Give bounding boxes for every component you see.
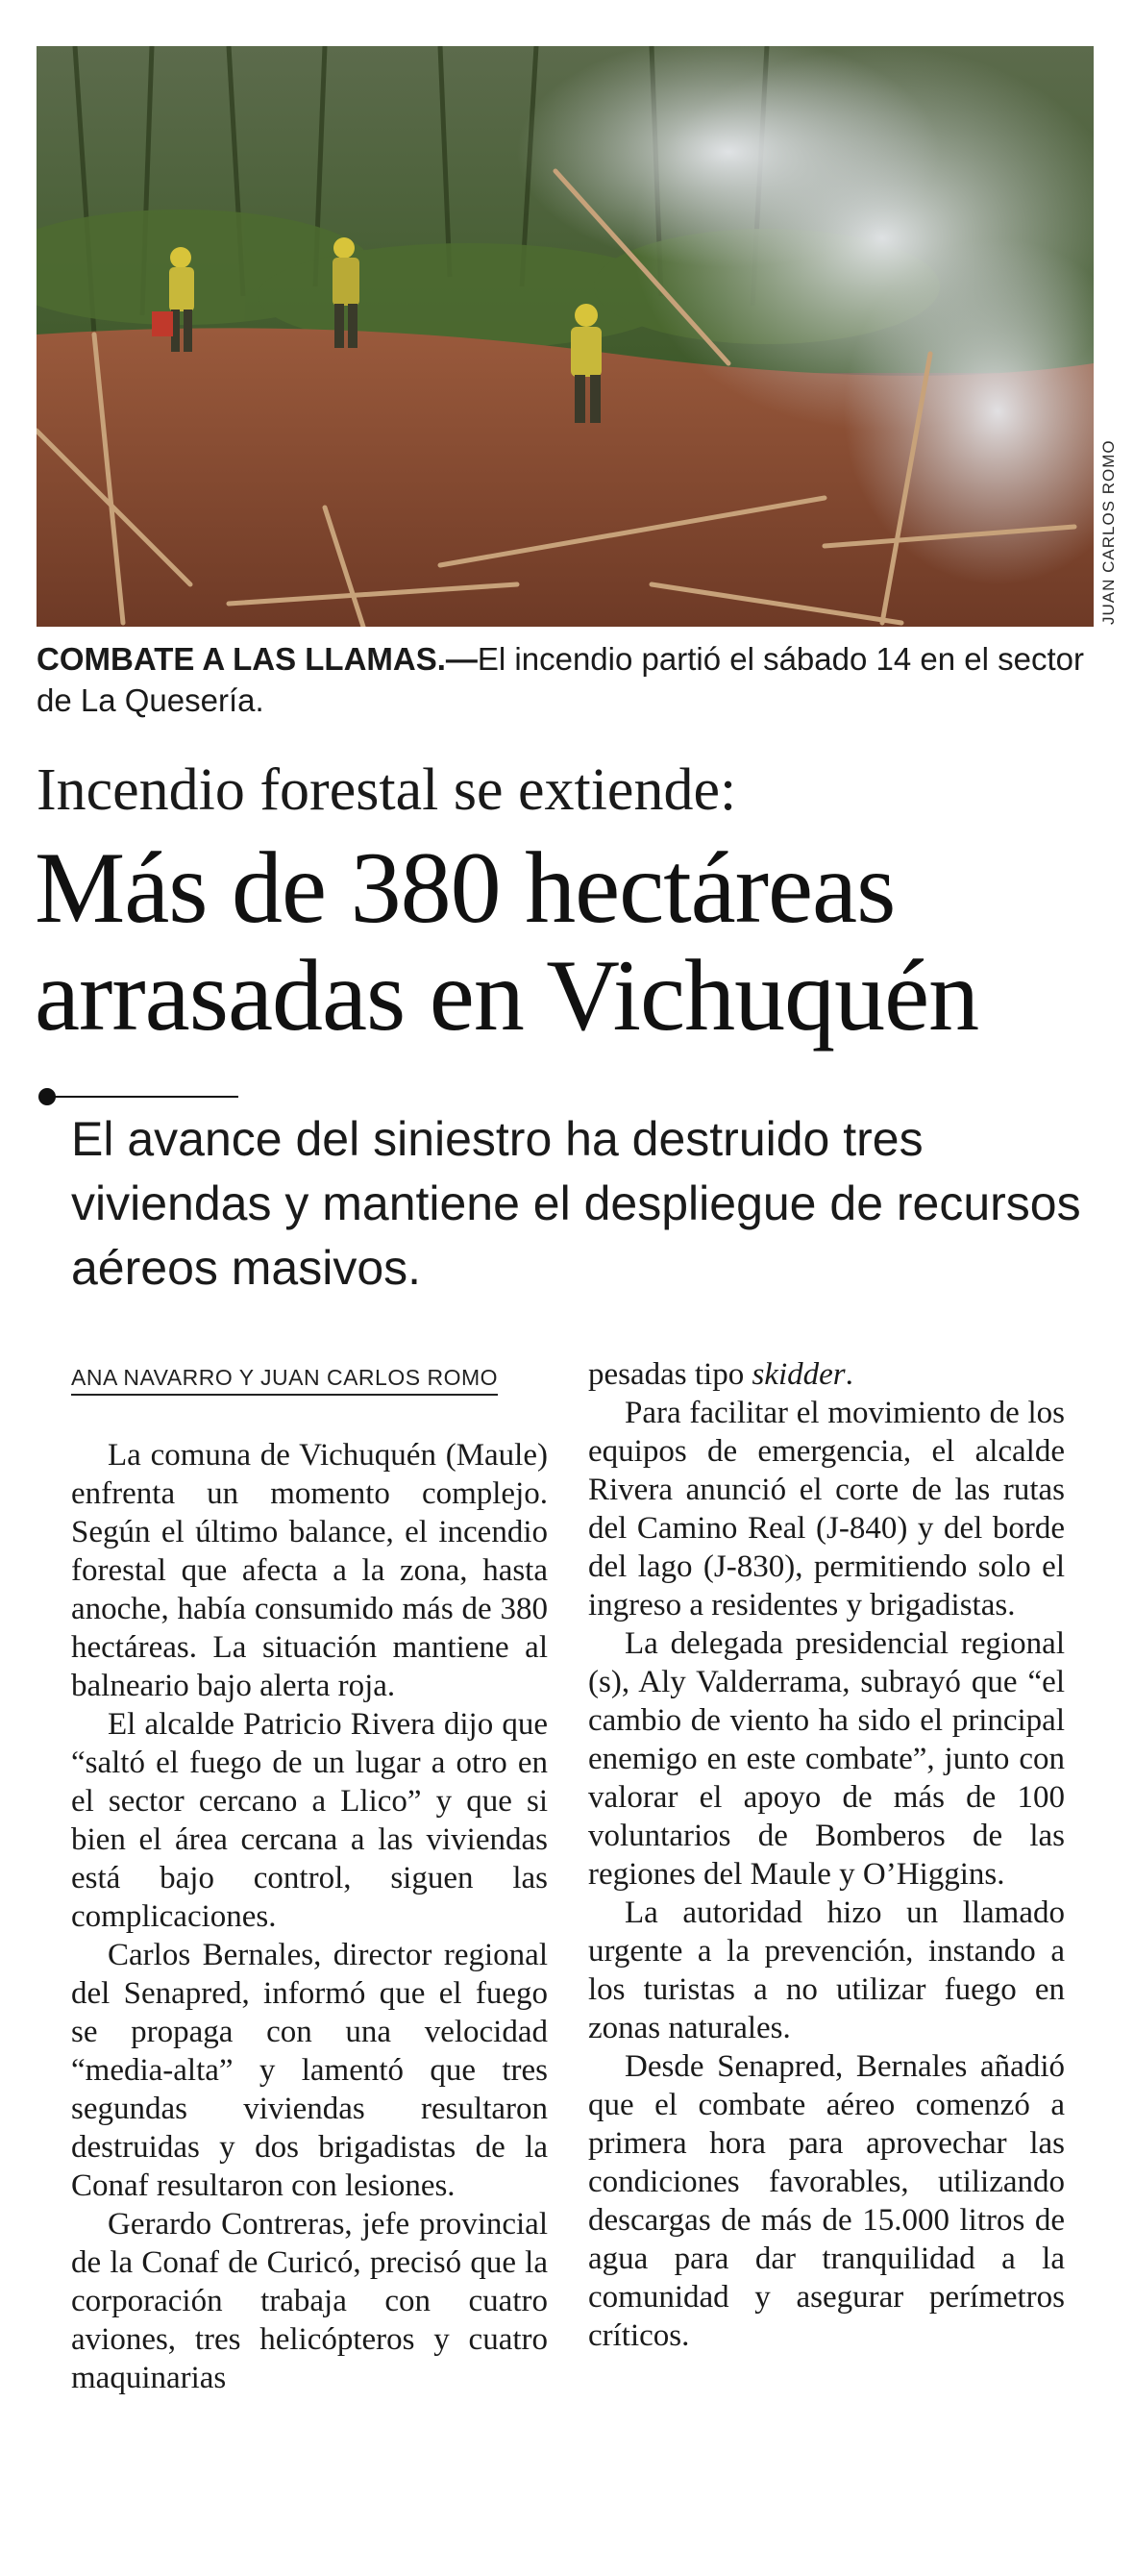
- continuation-text: pesadas tipo: [588, 1357, 752, 1392]
- body-paragraph: Desde Senapred, Bernales añadió que el combate aéreo comenzó a primera hora para aprovechar las condiciones favorables, utilizando descargas de más de 15.000 litros de agua para dar tranquilidad a la comunidad y asegurar perímetros críticos.: [588, 2049, 1065, 2353]
- news-photo: [37, 46, 1094, 627]
- body-paragraph: Gerardo Contreras, jefe provincial de la Conaf de Curicó, precisó que la corporación trabaja con cuatro aviones, tres helicópteros y cuatro maquinarias: [71, 2207, 548, 2395]
- body-column-right: [588, 1355, 1065, 2355]
- article-deck: El avance del siniestro ha destruido tres viviendas y mantiene el despliegue de recursos aéreos masivos.: [71, 1112, 1081, 1295]
- article-headline: [35, 831, 1111, 1052]
- divider-dot: [38, 1088, 56, 1105]
- wildfire-photo-illustration: [37, 46, 1094, 627]
- body-paragraph-continuation: [588, 1355, 1065, 1394]
- photo-credit: JUAN CARLOS ROMO: [1099, 439, 1118, 625]
- body-paragraph: Carlos Bernales, director regional del Senapred, informó que el fuego se propaga con una velocidad “media-alta” y lamentó que tres segundas viviendas resultaron destruidas y dos brigadistas de la Conaf resultaron con lesiones.: [71, 1938, 548, 2203]
- caption-text: El incendio partió el sábado 14 en el sector de La Quesería.: [37, 641, 1084, 718]
- continuation-end: .: [845, 1357, 853, 1392]
- body-paragraph: El alcalde Patricio Rivera dijo que “saltó el fuego de un lugar a otro en el sector cercano a Llico” y que si bien el área cercana a las viviendas está bajo control, siguen las complicaciones.: [71, 1707, 548, 1934]
- divider-line: [50, 1096, 238, 1098]
- body-paragraph: La delegada presidencial regional (s), Aly Valderrama, subrayó que “el cambio de viento ha sido el principal enemigo en este combate”, junto con valorar el apoyo de más de 100 voluntarios de Bomberos de las regiones del Maule y O’Higgins.: [588, 1626, 1065, 1892]
- body-paragraph: Para facilitar el movimiento de los equipos de emergencia, el alcalde Rivera anunció el corte de las rutas del Camino Real (J-840) y del borde del lago (J-830), permitiendo solo el ingreso a residentes y brigadistas.: [588, 1396, 1065, 1622]
- body-paragraph: La comuna de Vichuquén (Maule) enfrenta un momento complejo. Según el último balance, el incendio forestal que afecta a la zona, hasta anoche, había consumido más de 380 hectáreas. La situación mantiene al balneario bajo alerta roja.: [71, 1438, 548, 1703]
- continuation-italic: skidder: [752, 1357, 846, 1392]
- caption-lead: COMBATE A LAS LLAMAS.—: [37, 641, 478, 677]
- section-divider: [38, 1086, 238, 1107]
- headline-line-1: Más de 380 hectáreas: [35, 831, 896, 944]
- body-paragraph: La autoridad hizo un llamado urgente a la prevención, instando a los turistas a no utilizar fuego en zonas naturales.: [588, 1895, 1065, 2045]
- photo-caption: [37, 638, 1103, 721]
- headline-line-2: arrasadas en Vichuquén: [35, 939, 979, 1052]
- article-byline: ANA NAVARRO Y JUAN CARLOS ROMO: [71, 1365, 498, 1396]
- article-kicker: Incendio forestal se extiende:: [37, 757, 737, 823]
- body-column-left: [71, 1436, 548, 2397]
